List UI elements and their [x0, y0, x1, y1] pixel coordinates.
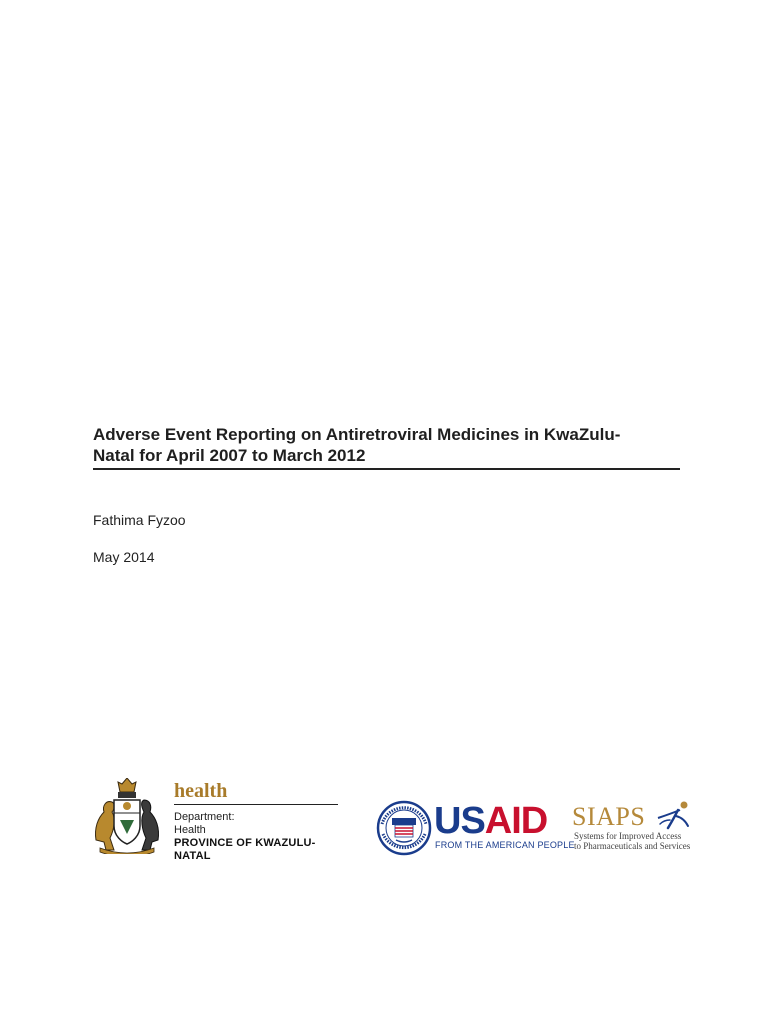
siaps-wordmark: SIAPS — [572, 802, 646, 831]
kzn-coat-of-arms-icon — [92, 778, 162, 854]
siaps-subtitle-line-2: to Pharmaceuticals and Services — [574, 841, 691, 851]
author-name: Fathima Fyzoo — [93, 512, 186, 528]
usaid-wordmark — [434, 802, 547, 840]
siaps-subtitle-line-1: Systems for Improved Access — [574, 831, 682, 841]
title-line-2: Natal for April 2007 to March 2012 — [93, 446, 366, 465]
kzn-health-label: Health — [174, 824, 206, 836]
publication-date: May 2014 — [93, 549, 155, 565]
usaid-wordmark-us: US — [434, 800, 485, 842]
kzn-department-text — [174, 780, 344, 863]
siaps-subtitle — [574, 831, 690, 851]
kzn-province-label: PROVINCE OF KWAZULU-NATAL — [174, 837, 316, 862]
title-line-1: Adverse Event Reporting on Antiretroviral Medicines in KwaZulu- — [93, 425, 621, 444]
usaid-wordmark-aid: AID — [484, 800, 548, 842]
usaid-tagline: FROM THE AMERICAN PEOPLE — [435, 840, 575, 850]
siaps-figure-icon — [656, 800, 692, 830]
title-block — [93, 424, 680, 470]
usaid-seal-icon — [376, 800, 432, 856]
kzn-department-label: Department: — [174, 811, 235, 823]
document-title — [93, 424, 680, 466]
kzn-health-word: health — [174, 780, 228, 802]
kzn-divider — [174, 804, 338, 805]
